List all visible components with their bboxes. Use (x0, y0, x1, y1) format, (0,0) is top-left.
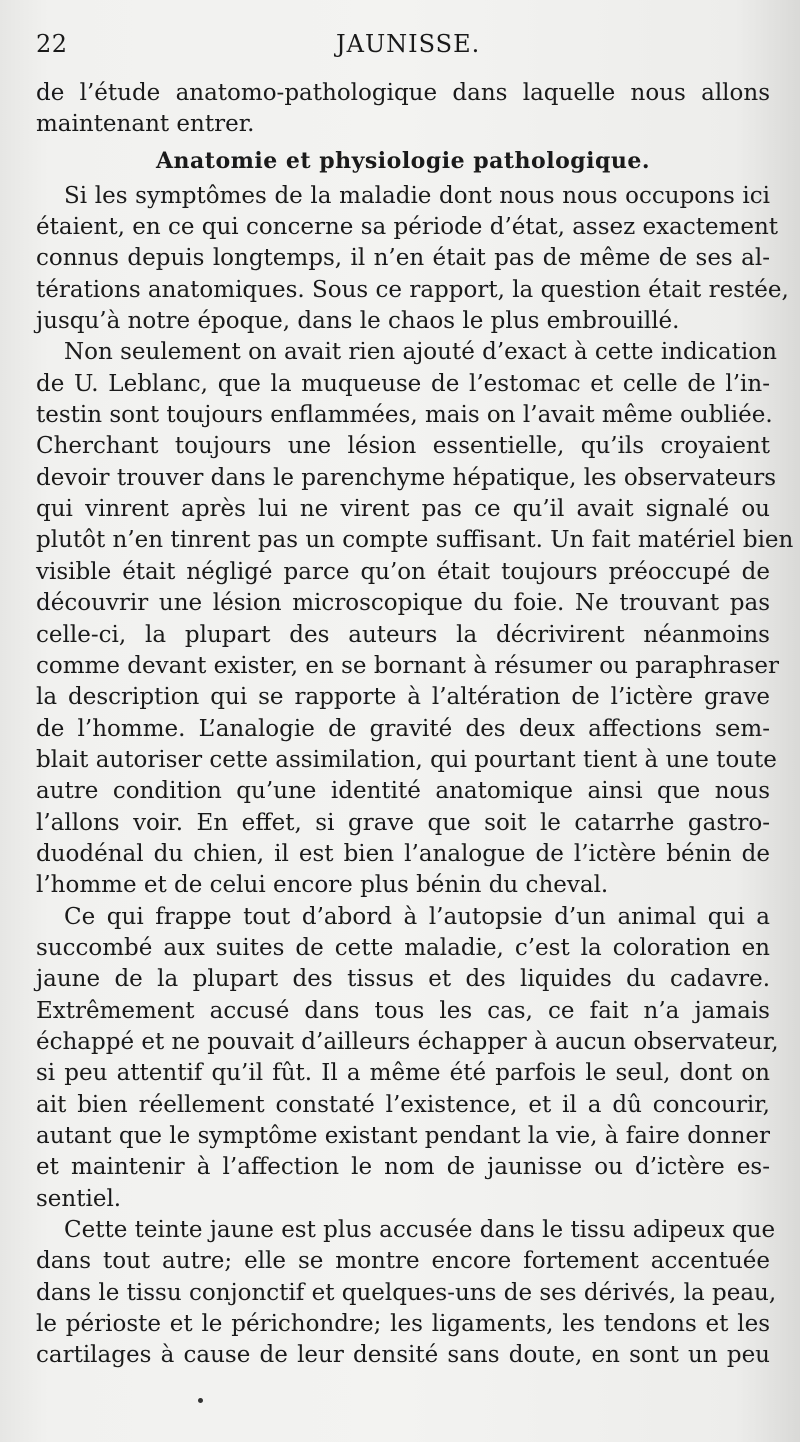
text-line: succombé aux suites de cette maladie, c’est la coloration en (36, 934, 770, 961)
text-line: devoir trouver dans le parenchyme hépatique, les observateurs (36, 464, 777, 491)
text-line: sentiel. (36, 1185, 122, 1212)
text-line: plutôt n’en tinrent pas un compte suffisant. Un fait matériel bien (36, 527, 794, 554)
paragraph-2 (36, 337, 794, 901)
paragraph-4 (36, 1215, 777, 1372)
text-line: visible était négligé parce qu’on était toujours préoccupé de (36, 558, 770, 585)
text-line: cartilages à cause de leur densité sans doute, en sont un peu (36, 1342, 770, 1369)
text-line: la description qui se rapporte à l’altération de l’ictère grave (36, 684, 770, 711)
text-line: dans le tissu conjonctif et quelques-uns de ses dérivés, la peau, (36, 1279, 777, 1306)
text-line: comme devant exister, en se bornant à résumer ou paraphraser (36, 652, 780, 679)
section-heading: Anatomie et physiologie pathologique. (155, 147, 651, 174)
paragraph-1 (36, 181, 789, 338)
body-text (36, 78, 794, 1372)
text-line: Cherchant toujours une lésion essentielle, qu’ils croyaient (36, 433, 770, 460)
text-line: si peu attentif qu’il fût. Il a même été parfois le seul, dont on (36, 1060, 770, 1087)
running-title: JAUNISSE. (336, 30, 481, 58)
text-line: autre condition qu’une identité anatomique ainsi que nous (36, 778, 770, 805)
text-line: l’allons voir. En effet, si grave que soit le catarrhe gastro- (36, 809, 770, 836)
text-line: blait autoriser cette assimilation, qui pourtant tient à une toute (36, 746, 777, 773)
text-line: le périoste et le périchondre; les ligaments, les tendons et les (36, 1311, 770, 1338)
text-line: ait bien réellement constaté l’existence, et il a dû concourir, (36, 1091, 770, 1118)
printer-mark (198, 1398, 203, 1403)
text-line: de l’étude anatomo-pathologique dans laquelle nous allons (36, 80, 770, 106)
text-line: jaune de la plupart des tissus et des liquides du cadavre. (36, 966, 770, 993)
text-line: Si les symptômes de la maladie dont nous nous occupons ici (64, 182, 770, 209)
text-line: maintenant entrer. (36, 111, 255, 138)
text-line: découvrir une lésion microscopique du foie. Ne trouvant pas (36, 590, 770, 617)
text-line: autant que le symptôme existant pendant la vie, à faire donner (36, 1123, 771, 1149)
text-line: qui vinrent après lui ne virent pas ce qu’il avait signalé ou (36, 496, 770, 523)
intro-fragment (36, 78, 770, 141)
text-line: dans tout autre; elle se montre encore fortement accentuée (36, 1248, 770, 1275)
text-line: Cette teinte jaune est plus accusée dans le tissu adipeux que (64, 1217, 776, 1244)
page-header (36, 30, 766, 64)
page-number: 22 (36, 30, 68, 58)
text-line: duodénal du chien, il est bien l’analogue de l’ictère bénin de (36, 840, 770, 867)
text-line: de l’homme. L’analogie de gravité des deux affections sem- (36, 715, 770, 742)
text-line: térations anatomiques. Sous ce rapport, la question était restée, (36, 276, 789, 303)
text-line: Extrêmement accusé dans tous les cas, ce fait n’a jamais (36, 997, 770, 1024)
text-line: échappé et ne pouvait d’ailleurs échapper à aucun observateur, (36, 1028, 779, 1055)
text-line: Ce qui frappe tout d’abord à l’autopsie d’un animal qui a (64, 903, 770, 930)
text-line: celle-ci, la plupart des auteurs la décrivirent néanmoins (36, 621, 770, 648)
text-line: jusqu’à notre époque, dans le chaos le plus embrouillé. (36, 308, 680, 335)
text-line: Non seulement on avait rien ajouté d’exact à cette indication (64, 339, 777, 366)
text-line: étaient, en ce qui concerne sa période d’état, assez exactement (36, 214, 779, 241)
text-line: de U. Leblanc, que la muqueuse de l’estomac et celle de l’in- (36, 370, 770, 397)
text-line: et maintenir à l’affection le nom de jaunisse ou d’ictère es- (36, 1154, 770, 1181)
text-line: l’homme et de celui encore plus bénin du cheval. (36, 872, 609, 899)
text-line: testin sont toujours enflammées, mais on l’avait même oubliée. (36, 402, 773, 429)
text-line: connus depuis longtemps, il n’en était pas de même de ses al- (36, 245, 770, 272)
paragraph-3 (36, 902, 779, 1215)
